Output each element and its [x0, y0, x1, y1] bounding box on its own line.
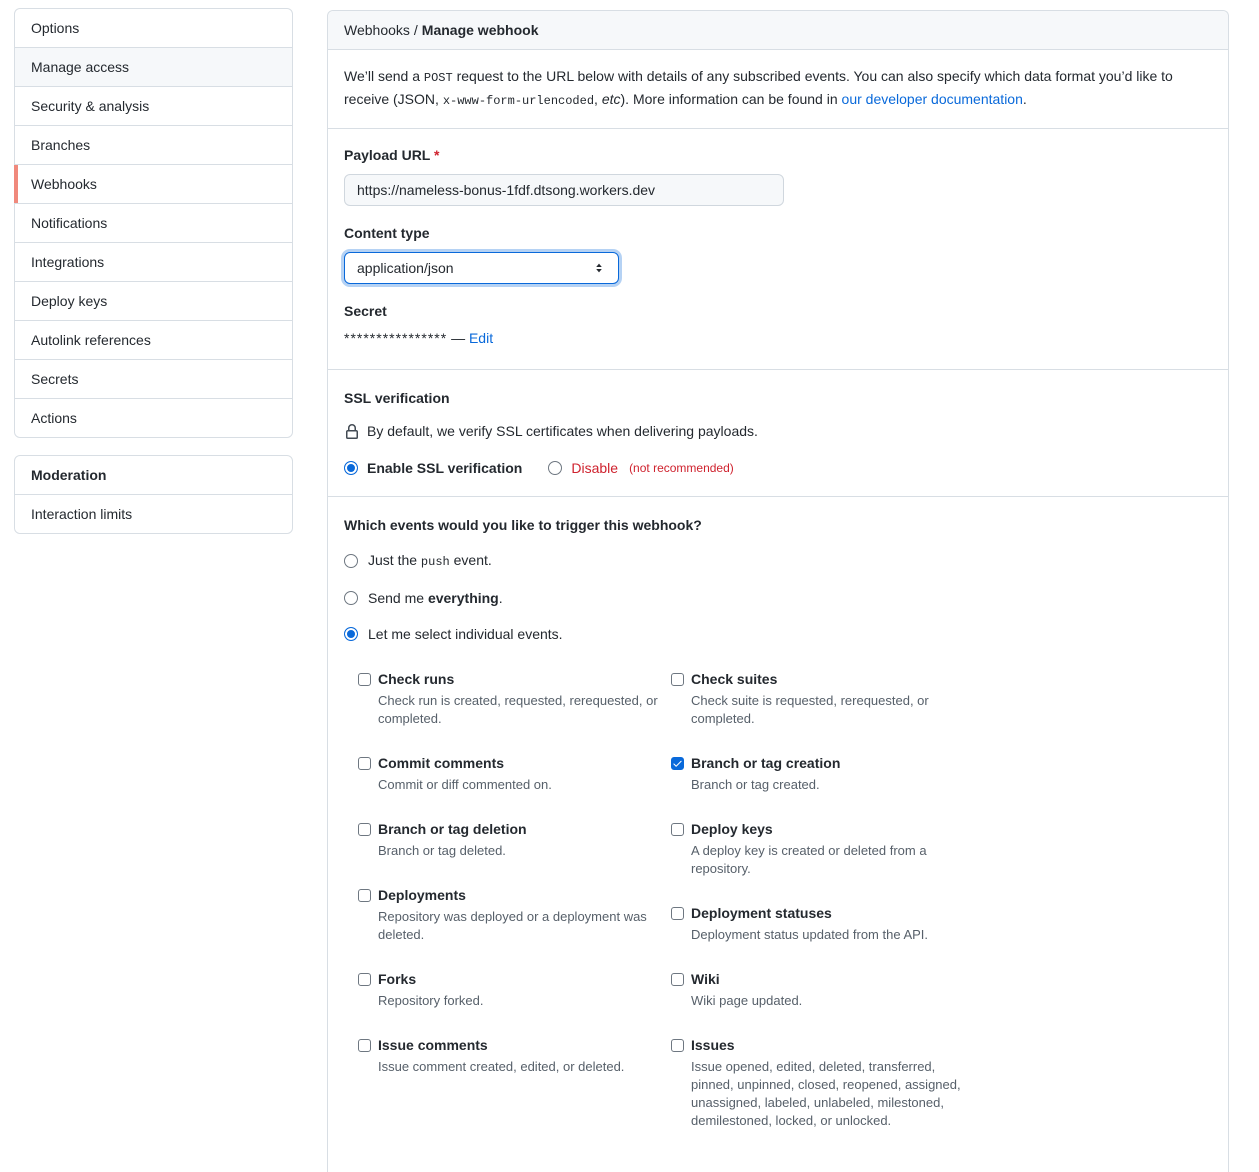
event-title: Wiki — [691, 971, 720, 987]
event-text — [691, 904, 938, 944]
event-text — [378, 754, 562, 794]
ssl-disable-label: Disable — [571, 460, 619, 476]
ssl-enable-label: Enable SSL verification — [367, 460, 523, 476]
event-checkbox-item-wiki — [671, 970, 984, 1010]
event-column-right — [671, 670, 984, 1156]
event-title: Deploy keys — [691, 821, 773, 837]
event-text — [378, 670, 671, 728]
secret-separator: — — [451, 330, 466, 346]
event-checkbox-item-issue-comments — [358, 1036, 671, 1076]
event-title: Branch or tag creation — [691, 755, 841, 771]
intro-text: , — [594, 91, 602, 107]
intro-text: request to the URL below with details of any subscribed events. You can also specify which data format you’d like to receive (JSON, — [344, 68, 1173, 107]
event-description: A deploy key is created or deleted from a repository. — [691, 843, 927, 876]
event-text — [378, 970, 494, 1010]
trigger-option-everything-label: Send me everything. — [368, 590, 503, 606]
event-title: Forks — [378, 971, 417, 987]
checkbox-unchecked[interactable] — [358, 973, 371, 986]
event-title: Commit comments — [378, 755, 505, 771]
event-description: Branch or tag deleted. — [378, 843, 506, 858]
sidebar-item-secrets[interactable]: Secrets — [15, 360, 292, 399]
push-code-text: push — [420, 555, 450, 569]
event-description: Repository forked. — [378, 993, 484, 1008]
required-asterisk: * — [434, 147, 440, 163]
checkbox-unchecked[interactable] — [671, 673, 684, 686]
trigger-option-individual-label: Let me select individual events. — [368, 626, 563, 642]
checkbox-unchecked[interactable] — [358, 673, 371, 686]
checkbox-checked[interactable] — [671, 757, 684, 770]
event-description: Wiki page updated. — [691, 993, 803, 1008]
event-text — [691, 670, 984, 728]
event-description: Deployment status updated from the API. — [691, 927, 929, 942]
intro-text: We’ll send a — [344, 68, 424, 84]
checkbox-unchecked[interactable] — [358, 757, 371, 770]
event-title: Check suites — [691, 671, 778, 687]
page-title: Manage webhook — [421, 22, 539, 38]
radio-unchecked[interactable] — [548, 461, 562, 475]
event-description: Repository was deployed or a deployment was deleted. — [378, 909, 647, 942]
developer-documentation-link[interactable]: our developer documentation — [841, 91, 1023, 107]
trigger-option-everything[interactable] — [344, 588, 1212, 608]
intro-text: . — [1022, 91, 1027, 107]
checkbox-unchecked[interactable] — [671, 907, 684, 920]
content-type-select[interactable] — [344, 252, 619, 284]
sidebar-item-security-analysis[interactable]: Security & analysis — [15, 87, 292, 126]
ssl-note-text: By default, we verify SSL certificates when delivering payloads. — [367, 423, 758, 439]
sidebar-item-options[interactable]: Options — [15, 9, 292, 48]
breadcrumb-webhooks-link[interactable]: Webhooks — [344, 22, 410, 38]
event-text — [691, 754, 840, 794]
radio-unchecked[interactable] — [344, 591, 358, 605]
event-checkbox-item-check-runs — [358, 670, 671, 728]
webhook-intro-text — [328, 50, 1228, 129]
sidebar-item-autolink-references[interactable]: Autolink references — [15, 321, 292, 360]
ssl-section-title: SSL verification — [344, 390, 450, 406]
content-type-label: Content type — [344, 225, 430, 241]
event-checkbox-item-deployment-statuses — [671, 904, 984, 944]
moderation-nav-header: Moderation — [15, 456, 292, 495]
event-description: Issue opened, edited, deleted, transferred, pinned, unpinned, closed, reopened, assigned, unassigned, labeled, unlabeled, milestoned, demilestoned, locked, or unlocked. — [691, 1059, 961, 1128]
ssl-note — [344, 421, 1212, 442]
event-title: Deployments — [378, 887, 466, 903]
trigger-option-individual[interactable] — [344, 624, 1212, 644]
event-checkbox-item-branch-or-tag-creation — [671, 754, 984, 794]
payload-url-group — [344, 145, 1212, 206]
breadcrumb-separator: / — [413, 22, 418, 38]
radio-unchecked[interactable] — [344, 554, 358, 568]
etc-italic-text: etc — [601, 91, 621, 107]
manage-webhook-panel — [327, 10, 1229, 1172]
trigger-option-push[interactable] — [344, 550, 1212, 572]
sidebar-item-deploy-keys[interactable]: Deploy keys — [15, 282, 292, 321]
event-description: Branch or tag created. — [691, 777, 820, 792]
event-title: Branch or tag deletion — [378, 821, 527, 837]
sidebar-item-interaction-limits[interactable]: Interaction limits — [15, 495, 292, 533]
event-checkbox-item-deployments — [358, 886, 671, 944]
secret-edit-link[interactable]: Edit — [468, 330, 494, 346]
event-description: Issue comment created, edited, or deleted. — [378, 1059, 625, 1074]
sidebar-item-manage-access[interactable]: Manage access — [15, 48, 292, 87]
payload-url-label-text: Payload URL — [344, 147, 431, 163]
intro-text: ). More information can be found in — [620, 91, 842, 107]
radio-checked[interactable] — [344, 461, 358, 475]
event-text — [378, 820, 527, 860]
event-title: Check runs — [378, 671, 455, 687]
event-title: Deployment statuses — [691, 905, 832, 921]
moderation-nav — [14, 455, 293, 534]
event-checkbox-grid — [358, 670, 1212, 1156]
event-column-left — [358, 670, 671, 1156]
settings-sidebar — [14, 8, 293, 534]
urlencoded-code-text: x-www-form-urlencoded — [442, 94, 595, 108]
payload-url-label — [344, 145, 1212, 166]
event-text — [378, 1036, 634, 1076]
event-text — [378, 886, 671, 944]
event-description: Commit or diff commented on. — [378, 777, 552, 792]
ssl-verification-section — [328, 370, 1228, 497]
secret-label: Secret — [344, 303, 387, 319]
repo-settings-nav — [14, 8, 293, 438]
sidebar-item-webhooks[interactable]: Webhooks — [15, 165, 292, 204]
ssl-disable-note: (not recommended) — [629, 461, 734, 475]
checkbox-unchecked[interactable] — [671, 1039, 684, 1052]
trigger-option-push-label: Just the push event. — [368, 552, 492, 569]
sidebar-item-notifications[interactable]: Notifications — [15, 204, 292, 243]
event-text — [691, 970, 812, 1010]
select-arrows-icon — [592, 261, 606, 275]
post-code-text: POST — [423, 71, 453, 85]
ssl-radio-group — [344, 460, 1212, 476]
sidebar-item-branches[interactable]: Branches — [15, 126, 292, 165]
event-text — [691, 820, 984, 878]
payload-url-input[interactable] — [344, 174, 784, 206]
event-title: Issue comments — [378, 1037, 488, 1053]
breadcrumb — [328, 11, 1228, 50]
checkbox-unchecked[interactable] — [358, 823, 371, 836]
event-checkbox-item-issues — [671, 1036, 984, 1130]
ssl-enable-option[interactable] — [344, 460, 522, 476]
ssl-disable-option[interactable] — [548, 460, 733, 476]
event-checkbox-item-forks — [358, 970, 671, 1010]
sidebar-item-integrations[interactable]: Integrations — [15, 243, 292, 282]
checkbox-unchecked[interactable] — [358, 889, 371, 902]
radio-checked[interactable] — [344, 627, 358, 641]
secret-group — [344, 301, 1212, 349]
secret-masked-value: **************** — [344, 330, 448, 346]
events-question: Which events would you like to trigger this webhook? — [344, 517, 702, 533]
event-checkbox-item-branch-or-tag-deletion — [358, 820, 671, 860]
event-title: Issues — [691, 1037, 735, 1053]
webhook-form — [328, 129, 1228, 370]
moderation-nav-items — [15, 495, 292, 533]
event-checkbox-item-deploy-keys — [671, 820, 984, 878]
content-type-group — [344, 223, 1212, 284]
event-checkbox-item-check-suites — [671, 670, 984, 728]
event-description: Check suite is requested, rerequested, or completed. — [691, 693, 929, 726]
events-section — [328, 497, 1228, 1172]
content-type-selected-value: application/json — [357, 260, 454, 276]
checkbox-unchecked[interactable] — [671, 823, 684, 836]
checkbox-unchecked[interactable] — [358, 1039, 371, 1052]
lock-icon — [344, 424, 360, 440]
event-checkbox-item-commit-comments — [358, 754, 671, 794]
event-text — [691, 1036, 984, 1130]
event-description: Check run is created, requested, rerequested, or completed. — [378, 693, 658, 726]
checkbox-unchecked[interactable] — [671, 973, 684, 986]
sidebar-item-actions[interactable]: Actions — [15, 399, 292, 437]
